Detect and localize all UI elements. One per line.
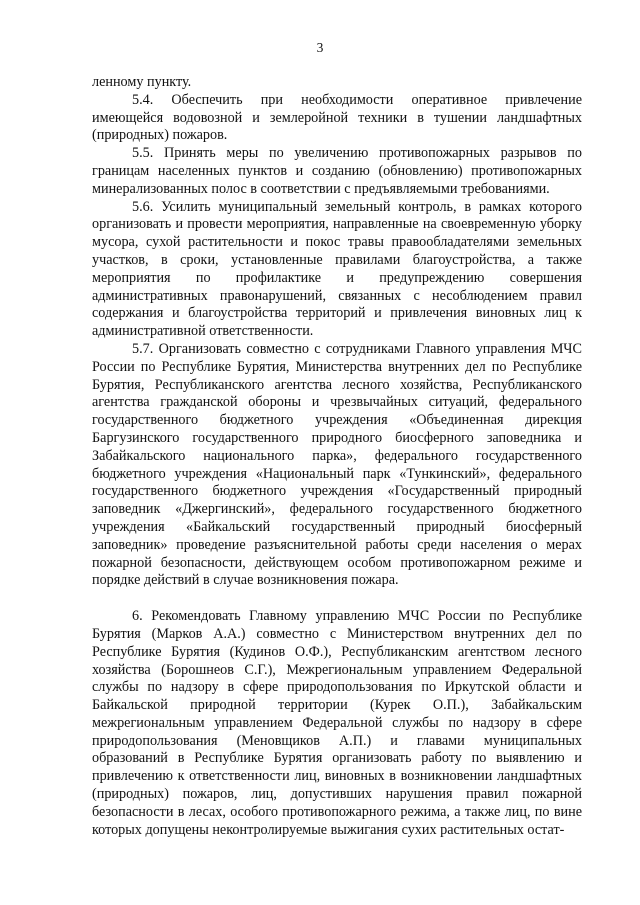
paragraph-5-7: 5.7. Организовать совместно с сотрудниками Главного управления МЧС России по Республике Бурятия, Министерства внутренних дел по Республике Бурятия, Республиканского агентства лесного хозяйства, Республиканского агентства гражданской обороны и чрезвычайных ситуаций, федерального государственного бюджетного учреждения «Объединенная дирекция Баргузинского государственного природного биосферного заповедника и Забайкальского национального парка», федерального государственного бюджетного учреждения «Национальный парк «Тункинский», федерального государственного бюджетного учреждения «Государственный природный заповедник «Джергинский», федерального государственного бюджетного учреждения «Байкальский государственный природный биосферный заповедник» проведение разъяснительной работы среди населения о мерах пожарной безопасности, действующем особом противопожарном режиме и порядке действий в случае возникновения пожара. [92,340,582,589]
document-body [92,74,582,839]
paragraph-5-4: 5.4. Обеспечить при необходимости оперативное привлечение имеющейся водовозной и землеройной техники в тушении ландшафтных (природных) пожаров. [92,91,582,144]
paragraph-5-5: 5.5. Принять меры по увеличению противопожарных разрывов по границам населенных пунктов и созданию (обновлению) противопожарных минерализованных полос в соответствии с предъявляемыми требованиями. [92,145,582,197]
paragraph-continuation: ленному пункту. [92,74,192,90]
paragraph-6: 6. Рекомендовать Главному управлению МЧС России по Республике Бурятия (Марков А.А.) совместно с Министерством внутренних дел по Республике Бурятия (Кудинов О.Ф.), Республиканским агентством лесного хозяйства (Борошнеов С.Г.), Межрегиональным управлением Федеральной службы по надзору в сфере природопользования по Иркутской области и Байкальской природной территории (Курек О.П.), Забайкальским межрегиональным управлением Федеральной службы по надзору в сфере природопользования (Меновщиков А.П.) и главами муниципальных образований в Республике Бурятия организовать работу по выявлению и привлечению к ответственности лиц, виновных в возникновении ландшафтных (природных) пожаров, лиц, допустивших нарушения правил пожарной безопасности в лесах, особого противопожарного режима, а также лиц, по вине которых допущены неконтролируемые выжигания сухих растительных остат- [92,608,582,838]
paragraph-5-6: 5.6. Усилить муниципальный земельный контроль, в рамках которого организовать и провести мероприятия, направленные на своевременную уборку мусора, сухой растительности и покос травы правообладателями земельных участков, в сроки, установленные правилами благоустройства, а также мероприятия по профилактике и предупреждению совершения административных правонарушений, связанных с несоблюдением правил содержания и благоустройства территорий и привлечения виновных лиц к административной ответственности. [92,198,582,340]
page-number: 3 [316,40,324,55]
